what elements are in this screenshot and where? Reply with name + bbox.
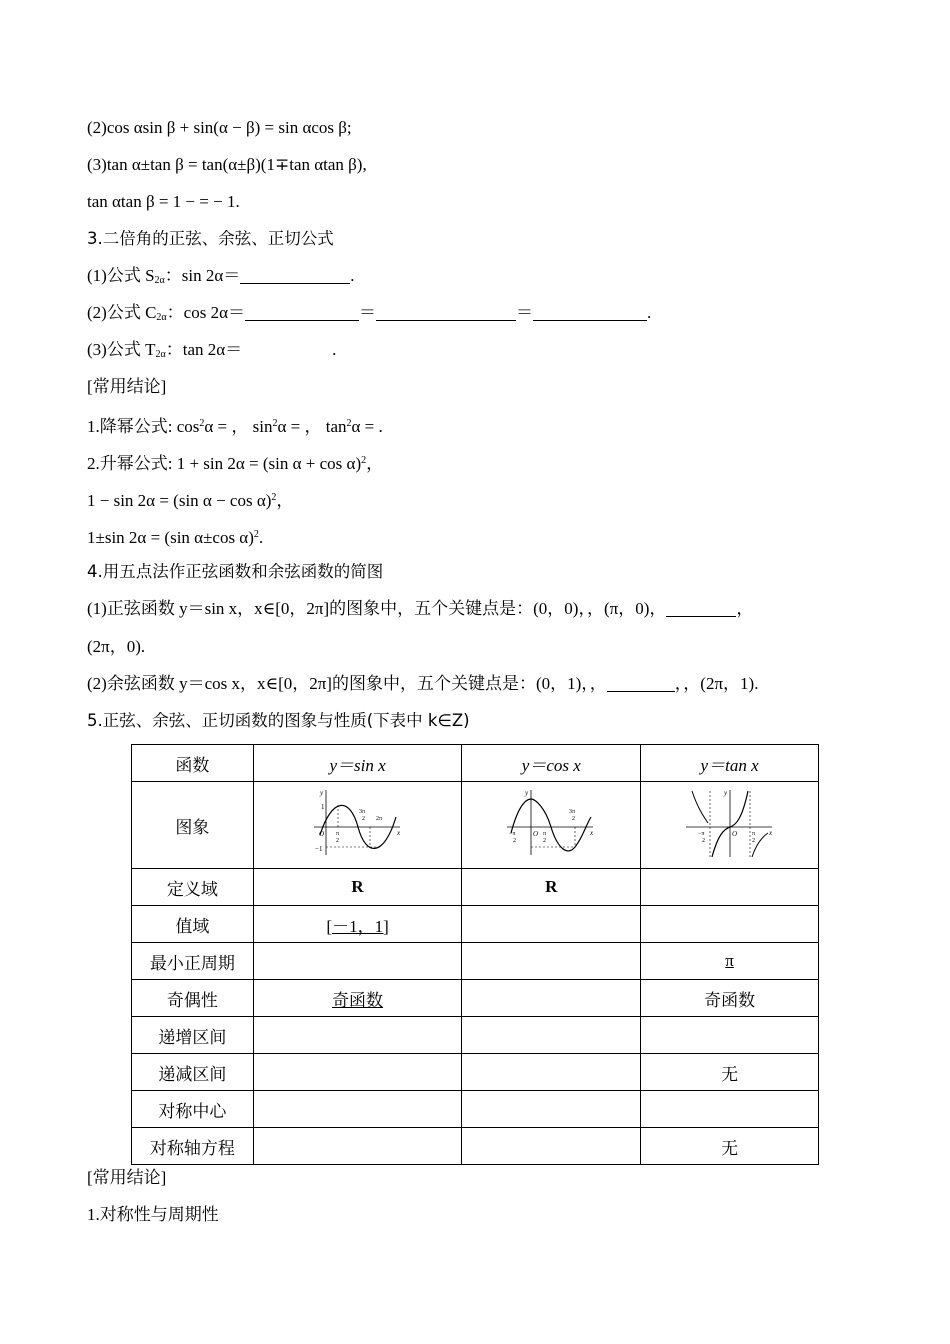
svg-text:O: O [731,829,737,838]
cos-graph-cell [462,782,641,869]
cos-cell [462,1091,641,1128]
common-conclusion-label: [常用结论] [87,377,167,396]
power-raise-formula: 2.升幂公式: 1 + sin 2α = (sin α + cos α)$^2$， [87,454,384,473]
tangent-graph [684,787,776,859]
formula-line-3: (3)tan α±tan β = tan(α±β)(1∓tan αtan β), [87,155,367,174]
fill-blank [607,675,675,692]
svg-text:3π: 3π [569,808,576,815]
header-sin: y＝sin x [253,745,462,782]
svg-text:2: 2 [751,837,755,844]
sin-cell: [－1，1] [326,916,389,936]
svg-text:x: x [396,828,400,837]
fill-blank [666,600,736,617]
svg-text:x: x [768,828,772,837]
table-row-period [132,943,819,980]
svg-text:O: O [318,829,324,838]
graph-label: 图象 [132,782,254,869]
row-label: 定义域 [132,869,254,906]
tan-cell [641,906,819,943]
section-heading-5: 5.正弦、余弦、正切函数的图象与性质(下表中 k∈Z) [87,711,470,730]
cos-cell [462,1128,641,1165]
header-tan: y＝tan x [641,745,819,782]
cosine-five-points: (2)余弦函数 y＝cos x，x∈[0，2π]的图象中，五个关键点是：(0，1)，， ，，(2π，1). [87,674,759,693]
svg-text:2π: 2π [375,815,382,822]
table-row-increasing [132,1017,819,1054]
sin-cell [253,943,462,980]
svg-text:2: 2 [701,837,705,844]
svg-text:π: π [543,830,547,837]
sine-five-points-cont: (2π，0). [87,637,146,656]
sine-five-points: (1)正弦函数 y＝sin x，x∈[0，2π]的图象中，五个关键点是：(0，0)，，(π，0)， ， [87,599,754,618]
table-row-parity [132,980,819,1017]
cos-cell [462,980,641,1017]
table-header-row [132,745,819,782]
svg-text:y: y [319,788,323,797]
power-reduction-formula: 1.降幂公式: $\cos^2\alpha$ = ， $\sin^2\alpha$ = ， $\tan^2\alpha$ = . [87,417,383,436]
cosine-graph [505,787,597,859]
row-label: 奇偶性 [132,980,254,1017]
sin-cell: R [253,869,462,906]
symmetry-periodicity-heading: 1.对称性与周期性 [87,1205,219,1224]
tan-cell: 无 [641,1054,819,1091]
row-label: 值域 [132,906,254,943]
table-row-domain [132,869,819,906]
power-raise-minus: 1 − sin 2α = (sin α − cos α)$^2$， [87,491,294,510]
svg-text:−π: −π [509,830,516,837]
tan-cell: π [725,951,734,970]
svg-text:2: 2 [572,815,576,822]
section-heading-4: 4.用五点法作正弦函数和余弦函数的简图 [87,562,384,581]
formula-s2a: (1)公式 $S_{2\alpha}$：sin 2α＝ . [87,266,355,286]
tan-cell: 无 [641,1128,819,1165]
table-row-graph [132,782,819,869]
cos-cell [462,1054,641,1091]
header-cos: y＝cos x [462,745,641,782]
tan-graph-cell [641,782,819,869]
sin-cell [253,1017,462,1054]
svg-text:−π: −π [697,830,705,837]
trig-properties-table [131,744,819,1165]
sin-cell [253,1054,462,1091]
cos-cell: R [462,869,641,906]
formula-line-tan-product: tan αtan β = 1 − = − 1. [87,192,240,211]
svg-text:π: π [751,830,755,837]
power-raise-pm: 1±sin 2α = (sin α±cos α)$^2$. [87,528,264,547]
cos-cell [462,1017,641,1054]
fill-blank [376,304,516,321]
svg-text:3π: 3π [358,808,365,815]
svg-text:x: x [590,828,594,837]
svg-text:2: 2 [361,815,365,822]
tan-cell [641,869,819,906]
svg-text:π: π [335,830,339,837]
row-label: 对称轴方程 [132,1128,254,1165]
common-conclusion-label-2: [常用结论] [87,1168,167,1187]
tan-cell: 奇函数 [641,980,819,1017]
formula-line-2: (2)cos αsin β + sin(α − β) = sin αcos β; [87,118,352,137]
row-label: 对称中心 [132,1091,254,1128]
svg-text:O: O [533,829,539,838]
row-label: 最小正周期 [132,943,254,980]
row-label: 递增区间 [132,1017,254,1054]
formula-t2a: (3)公式 $T_{2\alpha}$：tan 2α＝ . [87,340,337,360]
svg-text:1: 1 [320,802,325,811]
fill-blank [533,304,647,321]
fill-blank [245,304,359,321]
cos-cell [462,943,641,980]
svg-text:y: y [525,788,529,797]
sine-graph [312,787,404,859]
svg-text:2: 2 [513,837,517,844]
svg-text:−1: −1 [314,844,323,853]
sin-cell [253,1128,462,1165]
row-label: 递减区间 [132,1054,254,1091]
table-row-decreasing [132,1054,819,1091]
tan-cell [641,1017,819,1054]
fill-blank [240,267,350,284]
tan-cell [641,1091,819,1128]
svg-text:y: y [723,788,727,797]
sin-cell: 奇函数 [332,990,384,1010]
header-function: 函数 [132,745,254,782]
section-heading-3: 3.二倍角的正弦、余弦、正切公式 [87,229,334,248]
table-row-symmetry-axis [132,1128,819,1165]
table-row-range [132,906,819,943]
sin-cell [253,1091,462,1128]
svg-text:2: 2 [543,837,547,844]
cos-cell [462,906,641,943]
table-row-symmetry-center [132,1091,819,1128]
sin-graph-cell [253,782,462,869]
formula-c2a: (2)公式 $C_{2\alpha}$：cos 2α＝ ＝ ＝ . [87,303,652,323]
svg-text:2: 2 [335,837,339,844]
